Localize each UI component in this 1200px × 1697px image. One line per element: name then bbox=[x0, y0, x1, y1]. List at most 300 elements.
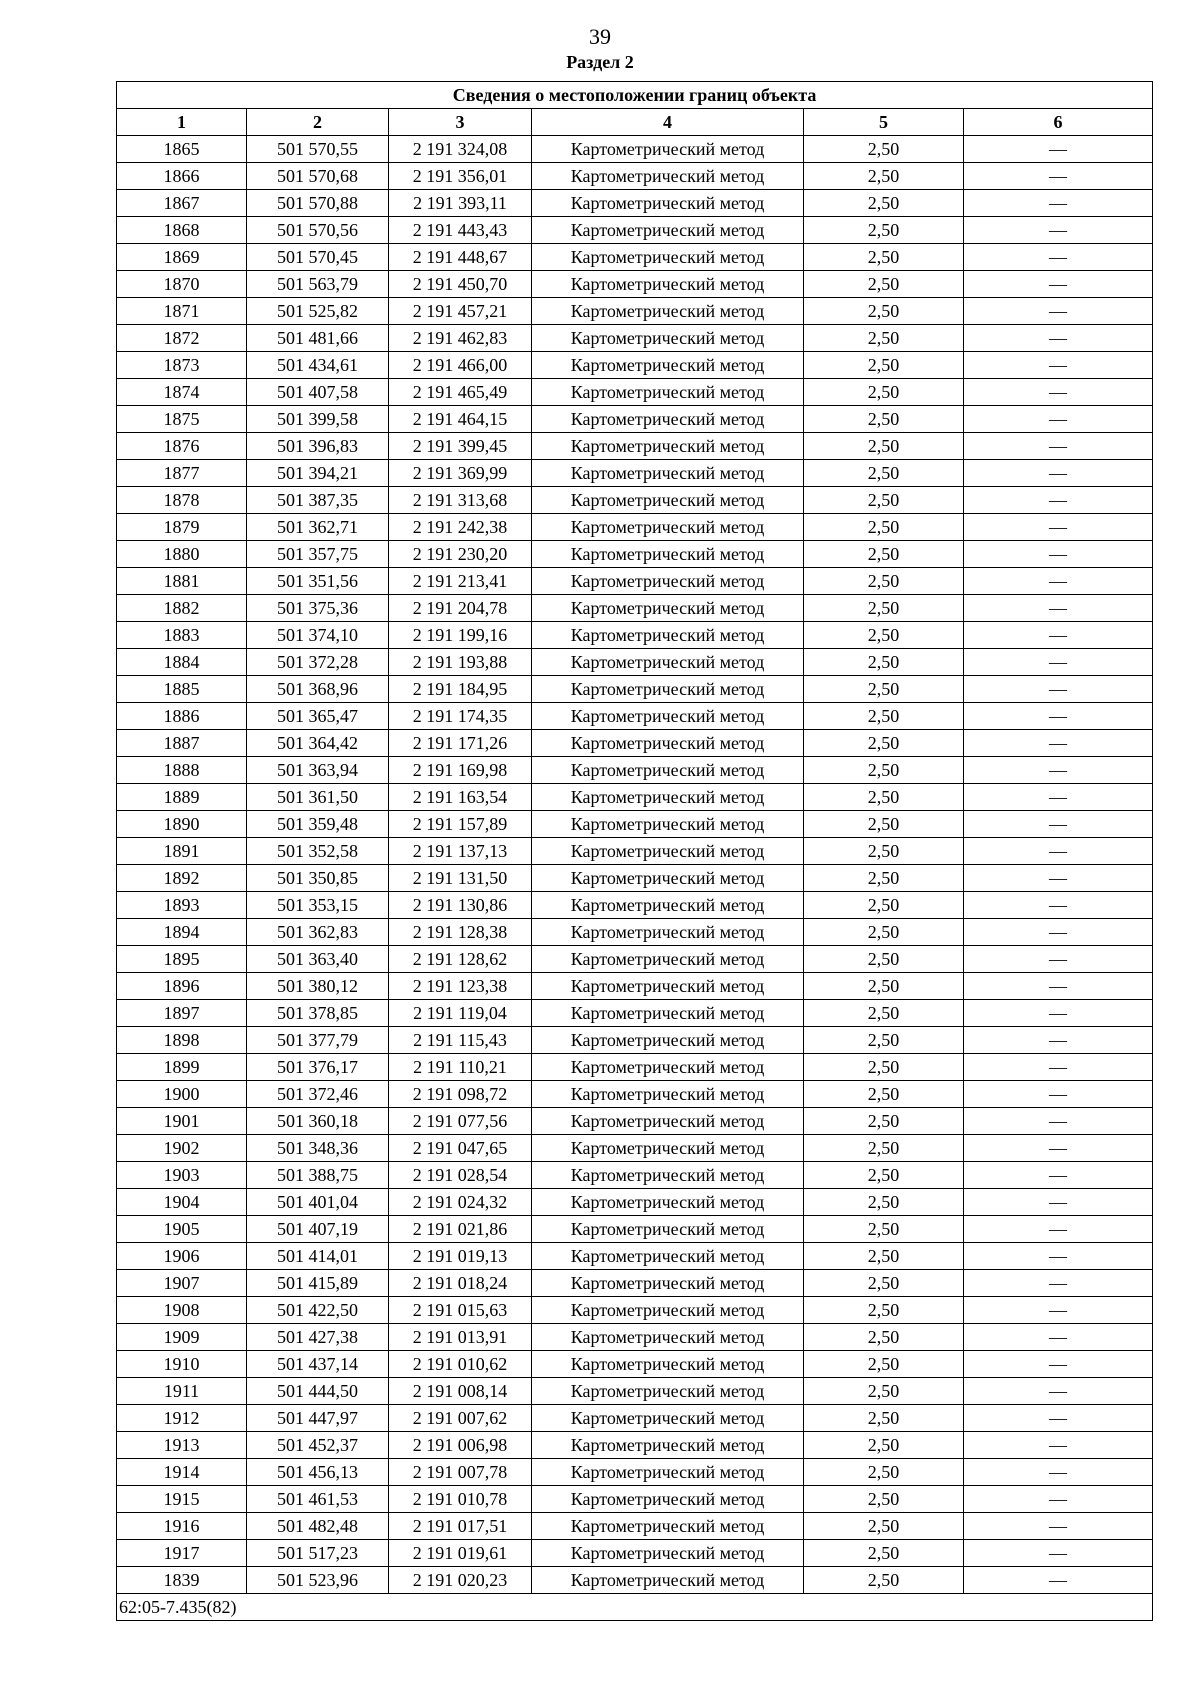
table-row bbox=[117, 460, 1153, 487]
x-coordinate-cell: 501 380,12 bbox=[247, 973, 389, 1000]
table-row bbox=[117, 514, 1153, 541]
x-coordinate-cell: 501 374,10 bbox=[247, 622, 389, 649]
y-coordinate-cell: 2 191 393,11 bbox=[389, 190, 532, 217]
point-number-cell: 1876 bbox=[117, 433, 247, 460]
y-coordinate-cell: 2 191 184,95 bbox=[389, 676, 532, 703]
point-number-cell: 1865 bbox=[117, 136, 247, 163]
accuracy-cell: 2,50 bbox=[804, 1000, 964, 1027]
x-coordinate-cell: 501 359,48 bbox=[247, 811, 389, 838]
x-coordinate-cell: 501 372,28 bbox=[247, 649, 389, 676]
x-coordinate-cell: 501 456,13 bbox=[247, 1459, 389, 1486]
y-coordinate-cell: 2 191 450,70 bbox=[389, 271, 532, 298]
table-footer-row bbox=[117, 1594, 1153, 1621]
note-cell: — bbox=[964, 892, 1153, 919]
table-row bbox=[117, 568, 1153, 595]
table-row bbox=[117, 757, 1153, 784]
table-row bbox=[117, 298, 1153, 325]
method-cell: Картометрический метод bbox=[532, 622, 804, 649]
point-number-cell: 1916 bbox=[117, 1513, 247, 1540]
accuracy-cell: 2,50 bbox=[804, 568, 964, 595]
x-coordinate-cell: 501 387,35 bbox=[247, 487, 389, 514]
y-coordinate-cell: 2 191 008,14 bbox=[389, 1378, 532, 1405]
column-number-row bbox=[117, 109, 1153, 136]
method-cell: Картометрический метод bbox=[532, 1216, 804, 1243]
accuracy-cell: 2,50 bbox=[804, 1216, 964, 1243]
note-cell: — bbox=[964, 811, 1153, 838]
point-number-cell: 1885 bbox=[117, 676, 247, 703]
point-number-cell: 1839 bbox=[117, 1567, 247, 1594]
method-cell: Картометрический метод bbox=[532, 730, 804, 757]
table-row bbox=[117, 1243, 1153, 1270]
method-cell: Картометрический метод bbox=[532, 1108, 804, 1135]
x-coordinate-cell: 501 348,36 bbox=[247, 1135, 389, 1162]
accuracy-cell: 2,50 bbox=[804, 1027, 964, 1054]
table-row bbox=[117, 811, 1153, 838]
y-coordinate-cell: 2 191 157,89 bbox=[389, 811, 532, 838]
method-cell: Картометрический метод bbox=[532, 1513, 804, 1540]
accuracy-cell: 2,50 bbox=[804, 1189, 964, 1216]
y-coordinate-cell: 2 191 169,98 bbox=[389, 757, 532, 784]
boundary-coordinates-table bbox=[116, 81, 1153, 1621]
method-cell: Картометрический метод bbox=[532, 1324, 804, 1351]
note-cell: — bbox=[964, 568, 1153, 595]
table-row bbox=[117, 541, 1153, 568]
note-cell: — bbox=[964, 1324, 1153, 1351]
accuracy-cell: 2,50 bbox=[804, 541, 964, 568]
note-cell: — bbox=[964, 460, 1153, 487]
method-cell: Картометрический метод bbox=[532, 757, 804, 784]
table-row bbox=[117, 1405, 1153, 1432]
x-coordinate-cell: 501 396,83 bbox=[247, 433, 389, 460]
method-cell: Картометрический метод bbox=[532, 406, 804, 433]
table-row bbox=[117, 703, 1153, 730]
y-coordinate-cell: 2 191 230,20 bbox=[389, 541, 532, 568]
point-number-cell: 1879 bbox=[117, 514, 247, 541]
table-row bbox=[117, 487, 1153, 514]
note-cell: — bbox=[964, 514, 1153, 541]
accuracy-cell: 2,50 bbox=[804, 811, 964, 838]
method-cell: Картометрический метод bbox=[532, 514, 804, 541]
y-coordinate-cell: 2 191 128,62 bbox=[389, 946, 532, 973]
accuracy-cell: 2,50 bbox=[804, 1567, 964, 1594]
point-number-cell: 1905 bbox=[117, 1216, 247, 1243]
method-cell: Картометрический метод bbox=[532, 811, 804, 838]
point-number-cell: 1873 bbox=[117, 352, 247, 379]
point-number-cell: 1895 bbox=[117, 946, 247, 973]
method-cell: Картометрический метод bbox=[532, 919, 804, 946]
x-coordinate-cell: 501 414,01 bbox=[247, 1243, 389, 1270]
method-cell: Картометрический метод bbox=[532, 892, 804, 919]
method-cell: Картометрический метод bbox=[532, 1243, 804, 1270]
point-number-cell: 1891 bbox=[117, 838, 247, 865]
table-row bbox=[117, 1108, 1153, 1135]
y-coordinate-cell: 2 191 131,50 bbox=[389, 865, 532, 892]
point-number-cell: 1897 bbox=[117, 1000, 247, 1027]
x-coordinate-cell: 501 357,75 bbox=[247, 541, 389, 568]
table-body bbox=[117, 136, 1153, 1594]
point-number-cell: 1909 bbox=[117, 1324, 247, 1351]
x-coordinate-cell: 501 352,58 bbox=[247, 838, 389, 865]
point-number-cell: 1893 bbox=[117, 892, 247, 919]
table-row bbox=[117, 1513, 1153, 1540]
accuracy-cell: 2,50 bbox=[804, 1513, 964, 1540]
note-cell: — bbox=[964, 487, 1153, 514]
note-cell: — bbox=[964, 541, 1153, 568]
note-cell: — bbox=[964, 1243, 1153, 1270]
note-cell: — bbox=[964, 1081, 1153, 1108]
point-number-cell: 1890 bbox=[117, 811, 247, 838]
note-cell: — bbox=[964, 676, 1153, 703]
note-cell: — bbox=[964, 757, 1153, 784]
note-cell: — bbox=[964, 1054, 1153, 1081]
method-cell: Картометрический метод bbox=[532, 298, 804, 325]
y-coordinate-cell: 2 191 098,72 bbox=[389, 1081, 532, 1108]
note-cell: — bbox=[964, 649, 1153, 676]
point-number-cell: 1880 bbox=[117, 541, 247, 568]
method-cell: Картометрический метод bbox=[532, 352, 804, 379]
method-cell: Картометрический метод bbox=[532, 1378, 804, 1405]
table-row bbox=[117, 649, 1153, 676]
note-cell: — bbox=[964, 622, 1153, 649]
x-coordinate-cell: 501 401,04 bbox=[247, 1189, 389, 1216]
point-number-cell: 1902 bbox=[117, 1135, 247, 1162]
table-row bbox=[117, 406, 1153, 433]
accuracy-cell: 2,50 bbox=[804, 271, 964, 298]
x-coordinate-cell: 501 394,21 bbox=[247, 460, 389, 487]
table-row bbox=[117, 1162, 1153, 1189]
note-cell: — bbox=[964, 1432, 1153, 1459]
note-cell: — bbox=[964, 244, 1153, 271]
x-coordinate-cell: 501 365,47 bbox=[247, 703, 389, 730]
table-row bbox=[117, 1567, 1153, 1594]
point-number-cell: 1882 bbox=[117, 595, 247, 622]
note-cell: — bbox=[964, 946, 1153, 973]
table-row bbox=[117, 1000, 1153, 1027]
method-cell: Картометрический метод bbox=[532, 136, 804, 163]
y-coordinate-cell: 2 191 010,62 bbox=[389, 1351, 532, 1378]
accuracy-cell: 2,50 bbox=[804, 1540, 964, 1567]
note-cell: — bbox=[964, 1378, 1153, 1405]
x-coordinate-cell: 501 461,53 bbox=[247, 1486, 389, 1513]
point-number-cell: 1900 bbox=[117, 1081, 247, 1108]
method-cell: Картометрический метод bbox=[532, 541, 804, 568]
y-coordinate-cell: 2 191 019,61 bbox=[389, 1540, 532, 1567]
y-coordinate-cell: 2 191 119,04 bbox=[389, 1000, 532, 1027]
y-coordinate-cell: 2 191 174,35 bbox=[389, 703, 532, 730]
method-cell: Картометрический метод bbox=[532, 676, 804, 703]
y-coordinate-cell: 2 191 020,23 bbox=[389, 1567, 532, 1594]
method-cell: Картометрический метод bbox=[532, 1027, 804, 1054]
method-cell: Картометрический метод bbox=[532, 217, 804, 244]
x-coordinate-cell: 501 434,61 bbox=[247, 352, 389, 379]
y-coordinate-cell: 2 191 204,78 bbox=[389, 595, 532, 622]
note-cell: — bbox=[964, 1027, 1153, 1054]
point-number-cell: 1917 bbox=[117, 1540, 247, 1567]
point-number-cell: 1901 bbox=[117, 1108, 247, 1135]
note-cell: — bbox=[964, 1162, 1153, 1189]
point-number-cell: 1906 bbox=[117, 1243, 247, 1270]
table-row bbox=[117, 1378, 1153, 1405]
note-cell: — bbox=[964, 865, 1153, 892]
x-coordinate-cell: 501 523,96 bbox=[247, 1567, 389, 1594]
method-cell: Картометрический метод bbox=[532, 946, 804, 973]
method-cell: Картометрический метод bbox=[532, 271, 804, 298]
column-header: 3 bbox=[389, 109, 532, 136]
point-number-cell: 1910 bbox=[117, 1351, 247, 1378]
note-cell: — bbox=[964, 433, 1153, 460]
table-row bbox=[117, 217, 1153, 244]
x-coordinate-cell: 501 364,42 bbox=[247, 730, 389, 757]
note-cell: — bbox=[964, 1540, 1153, 1567]
note-cell: — bbox=[964, 1270, 1153, 1297]
note-cell: — bbox=[964, 271, 1153, 298]
accuracy-cell: 2,50 bbox=[804, 1432, 964, 1459]
y-coordinate-cell: 2 191 110,21 bbox=[389, 1054, 532, 1081]
table-row bbox=[117, 1486, 1153, 1513]
point-number-cell: 1912 bbox=[117, 1405, 247, 1432]
note-cell: — bbox=[964, 1000, 1153, 1027]
y-coordinate-cell: 2 191 462,83 bbox=[389, 325, 532, 352]
y-coordinate-cell: 2 191 313,68 bbox=[389, 487, 532, 514]
table-row bbox=[117, 136, 1153, 163]
point-number-cell: 1913 bbox=[117, 1432, 247, 1459]
point-number-cell: 1915 bbox=[117, 1486, 247, 1513]
method-cell: Картометрический метод bbox=[532, 487, 804, 514]
point-number-cell: 1875 bbox=[117, 406, 247, 433]
x-coordinate-cell: 501 361,50 bbox=[247, 784, 389, 811]
accuracy-cell: 2,50 bbox=[804, 892, 964, 919]
accuracy-cell: 2,50 bbox=[804, 649, 964, 676]
point-number-cell: 1898 bbox=[117, 1027, 247, 1054]
note-cell: — bbox=[964, 1135, 1153, 1162]
column-header: 5 bbox=[804, 109, 964, 136]
accuracy-cell: 2,50 bbox=[804, 487, 964, 514]
point-number-cell: 1886 bbox=[117, 703, 247, 730]
table-row bbox=[117, 784, 1153, 811]
column-header: 4 bbox=[532, 109, 804, 136]
y-coordinate-cell: 2 191 324,08 bbox=[389, 136, 532, 163]
point-number-cell: 1867 bbox=[117, 190, 247, 217]
method-cell: Картометрический метод bbox=[532, 1000, 804, 1027]
x-coordinate-cell: 501 570,56 bbox=[247, 217, 389, 244]
accuracy-cell: 2,50 bbox=[804, 595, 964, 622]
accuracy-cell: 2,50 bbox=[804, 1054, 964, 1081]
x-coordinate-cell: 501 350,85 bbox=[247, 865, 389, 892]
x-coordinate-cell: 501 482,48 bbox=[247, 1513, 389, 1540]
method-cell: Картометрический метод bbox=[532, 433, 804, 460]
table-row bbox=[117, 1270, 1153, 1297]
table-row bbox=[117, 1540, 1153, 1567]
table-row bbox=[117, 325, 1153, 352]
note-cell: — bbox=[964, 1351, 1153, 1378]
point-number-cell: 1878 bbox=[117, 487, 247, 514]
x-coordinate-cell: 501 570,88 bbox=[247, 190, 389, 217]
point-number-cell: 1894 bbox=[117, 919, 247, 946]
x-coordinate-cell: 501 407,58 bbox=[247, 379, 389, 406]
note-cell: — bbox=[964, 595, 1153, 622]
y-coordinate-cell: 2 191 369,99 bbox=[389, 460, 532, 487]
accuracy-cell: 2,50 bbox=[804, 433, 964, 460]
method-cell: Картометрический метод bbox=[532, 460, 804, 487]
point-number-cell: 1911 bbox=[117, 1378, 247, 1405]
accuracy-cell: 2,50 bbox=[804, 865, 964, 892]
point-number-cell: 1899 bbox=[117, 1054, 247, 1081]
method-cell: Картометрический метод bbox=[532, 1540, 804, 1567]
point-number-cell: 1869 bbox=[117, 244, 247, 271]
y-coordinate-cell: 2 191 010,78 bbox=[389, 1486, 532, 1513]
table-row bbox=[117, 1324, 1153, 1351]
accuracy-cell: 2,50 bbox=[804, 1081, 964, 1108]
accuracy-cell: 2,50 bbox=[804, 352, 964, 379]
point-number-cell: 1914 bbox=[117, 1459, 247, 1486]
x-coordinate-cell: 501 570,55 bbox=[247, 136, 389, 163]
table-row bbox=[117, 973, 1153, 1000]
x-coordinate-cell: 501 378,85 bbox=[247, 1000, 389, 1027]
method-cell: Картометрический метод bbox=[532, 1567, 804, 1594]
y-coordinate-cell: 2 191 018,24 bbox=[389, 1270, 532, 1297]
x-coordinate-cell: 501 481,66 bbox=[247, 325, 389, 352]
y-coordinate-cell: 2 191 213,41 bbox=[389, 568, 532, 595]
point-number-cell: 1884 bbox=[117, 649, 247, 676]
accuracy-cell: 2,50 bbox=[804, 190, 964, 217]
table-row bbox=[117, 1054, 1153, 1081]
x-coordinate-cell: 501 372,46 bbox=[247, 1081, 389, 1108]
y-coordinate-cell: 2 191 007,78 bbox=[389, 1459, 532, 1486]
y-coordinate-cell: 2 191 006,98 bbox=[389, 1432, 532, 1459]
method-cell: Картометрический метод bbox=[532, 163, 804, 190]
accuracy-cell: 2,50 bbox=[804, 379, 964, 406]
method-cell: Картометрический метод bbox=[532, 838, 804, 865]
x-coordinate-cell: 501 570,68 bbox=[247, 163, 389, 190]
point-number-cell: 1903 bbox=[117, 1162, 247, 1189]
point-number-cell: 1877 bbox=[117, 460, 247, 487]
accuracy-cell: 2,50 bbox=[804, 514, 964, 541]
x-coordinate-cell: 501 362,83 bbox=[247, 919, 389, 946]
y-coordinate-cell: 2 191 128,38 bbox=[389, 919, 532, 946]
y-coordinate-cell: 2 191 356,01 bbox=[389, 163, 532, 190]
y-coordinate-cell: 2 191 013,91 bbox=[389, 1324, 532, 1351]
y-coordinate-cell: 2 191 193,88 bbox=[389, 649, 532, 676]
x-coordinate-cell: 501 351,56 bbox=[247, 568, 389, 595]
accuracy-cell: 2,50 bbox=[804, 676, 964, 703]
x-coordinate-cell: 501 377,79 bbox=[247, 1027, 389, 1054]
note-cell: — bbox=[964, 973, 1153, 1000]
table-row bbox=[117, 163, 1153, 190]
accuracy-cell: 2,50 bbox=[804, 730, 964, 757]
method-cell: Картометрический метод bbox=[532, 1135, 804, 1162]
y-coordinate-cell: 2 191 464,15 bbox=[389, 406, 532, 433]
point-number-cell: 1888 bbox=[117, 757, 247, 784]
table-row bbox=[117, 676, 1153, 703]
y-coordinate-cell: 2 191 130,86 bbox=[389, 892, 532, 919]
x-coordinate-cell: 501 388,75 bbox=[247, 1162, 389, 1189]
note-cell: — bbox=[964, 325, 1153, 352]
method-cell: Картометрический метод bbox=[532, 1081, 804, 1108]
y-coordinate-cell: 2 191 466,00 bbox=[389, 352, 532, 379]
y-coordinate-cell: 2 191 115,43 bbox=[389, 1027, 532, 1054]
accuracy-cell: 2,50 bbox=[804, 973, 964, 1000]
method-cell: Картометрический метод bbox=[532, 1486, 804, 1513]
table-row bbox=[117, 379, 1153, 406]
y-coordinate-cell: 2 191 123,38 bbox=[389, 973, 532, 1000]
accuracy-cell: 2,50 bbox=[804, 784, 964, 811]
y-coordinate-cell: 2 191 017,51 bbox=[389, 1513, 532, 1540]
table-row bbox=[117, 1459, 1153, 1486]
note-cell: — bbox=[964, 838, 1153, 865]
point-number-cell: 1870 bbox=[117, 271, 247, 298]
x-coordinate-cell: 501 360,18 bbox=[247, 1108, 389, 1135]
point-number-cell: 1874 bbox=[117, 379, 247, 406]
y-coordinate-cell: 2 191 007,62 bbox=[389, 1405, 532, 1432]
point-number-cell: 1881 bbox=[117, 568, 247, 595]
accuracy-cell: 2,50 bbox=[804, 919, 964, 946]
x-coordinate-cell: 501 447,97 bbox=[247, 1405, 389, 1432]
note-cell: — bbox=[964, 406, 1153, 433]
note-cell: — bbox=[964, 784, 1153, 811]
table-row bbox=[117, 1216, 1153, 1243]
point-number-cell: 1908 bbox=[117, 1297, 247, 1324]
x-coordinate-cell: 501 422,50 bbox=[247, 1297, 389, 1324]
point-number-cell: 1866 bbox=[117, 163, 247, 190]
note-cell: — bbox=[964, 1567, 1153, 1594]
accuracy-cell: 2,50 bbox=[804, 1108, 964, 1135]
table-row bbox=[117, 271, 1153, 298]
point-number-cell: 1904 bbox=[117, 1189, 247, 1216]
page-number: 39 bbox=[589, 24, 611, 49]
note-cell: — bbox=[964, 298, 1153, 325]
accuracy-cell: 2,50 bbox=[804, 1243, 964, 1270]
section-title: Раздел 2 bbox=[566, 52, 634, 72]
y-coordinate-cell: 2 191 171,26 bbox=[389, 730, 532, 757]
x-coordinate-cell: 501 525,82 bbox=[247, 298, 389, 325]
accuracy-cell: 2,50 bbox=[804, 946, 964, 973]
x-coordinate-cell: 501 570,45 bbox=[247, 244, 389, 271]
y-coordinate-cell: 2 191 077,56 bbox=[389, 1108, 532, 1135]
accuracy-cell: 2,50 bbox=[804, 460, 964, 487]
method-cell: Картометрический метод bbox=[532, 325, 804, 352]
y-coordinate-cell: 2 191 019,13 bbox=[389, 1243, 532, 1270]
accuracy-cell: 2,50 bbox=[804, 1324, 964, 1351]
x-coordinate-cell: 501 353,15 bbox=[247, 892, 389, 919]
note-cell: — bbox=[964, 352, 1153, 379]
note-cell: — bbox=[964, 1513, 1153, 1540]
y-coordinate-cell: 2 191 443,43 bbox=[389, 217, 532, 244]
accuracy-cell: 2,50 bbox=[804, 325, 964, 352]
x-coordinate-cell: 501 437,14 bbox=[247, 1351, 389, 1378]
column-header: 1 bbox=[117, 109, 247, 136]
x-coordinate-cell: 501 363,94 bbox=[247, 757, 389, 784]
note-cell: — bbox=[964, 730, 1153, 757]
x-coordinate-cell: 501 375,36 bbox=[247, 595, 389, 622]
x-coordinate-cell: 501 363,40 bbox=[247, 946, 389, 973]
table-row bbox=[117, 730, 1153, 757]
cadastral-code: 62:05-7.435(82) bbox=[117, 1594, 1153, 1621]
method-cell: Картометрический метод bbox=[532, 1297, 804, 1324]
accuracy-cell: 2,50 bbox=[804, 217, 964, 244]
y-coordinate-cell: 2 191 028,54 bbox=[389, 1162, 532, 1189]
table-row bbox=[117, 1297, 1153, 1324]
method-cell: Картометрический метод bbox=[532, 595, 804, 622]
table-row bbox=[117, 892, 1153, 919]
accuracy-cell: 2,50 bbox=[804, 757, 964, 784]
method-cell: Картометрический метод bbox=[532, 244, 804, 271]
x-coordinate-cell: 501 427,38 bbox=[247, 1324, 389, 1351]
y-coordinate-cell: 2 191 448,67 bbox=[389, 244, 532, 271]
accuracy-cell: 2,50 bbox=[804, 1459, 964, 1486]
method-cell: Картометрический метод bbox=[532, 973, 804, 1000]
note-cell: — bbox=[964, 217, 1153, 244]
method-cell: Картометрический метод bbox=[532, 784, 804, 811]
